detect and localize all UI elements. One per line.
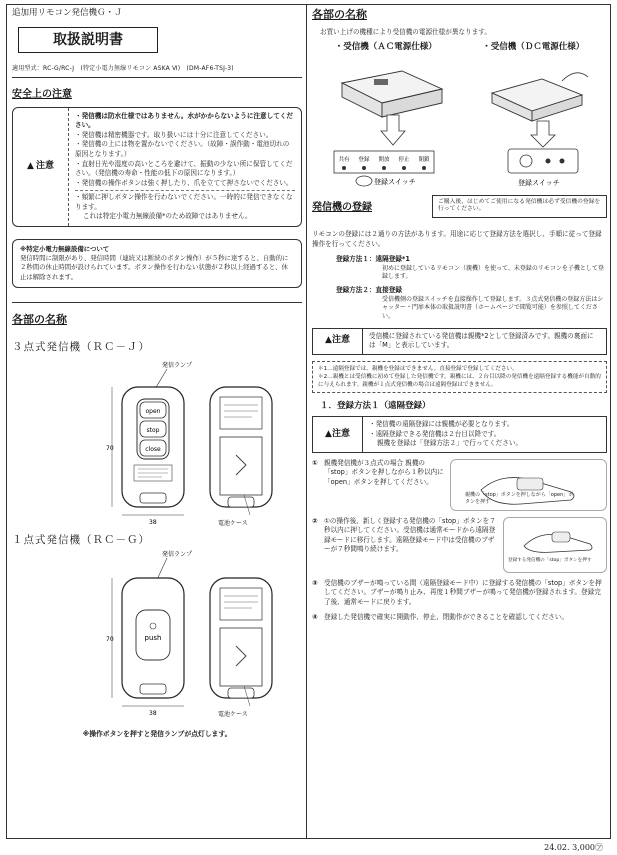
ac-switch-label: 登録 xyxy=(358,156,370,163)
registration-header-row xyxy=(312,195,607,218)
left-column xyxy=(12,8,302,738)
stop-button: stop xyxy=(146,426,160,434)
ac-switch-label: 閉鎖 xyxy=(418,156,430,163)
ac-switch-label: 開放 xyxy=(378,156,390,163)
step-number: ② xyxy=(312,516,318,525)
method1-title: 登録方法１：遠隔登録*1 xyxy=(336,255,410,264)
method2-title: 登録方法２：直接登録 xyxy=(336,285,402,294)
caution-item: ・発信機の遠隔登録には親機が必要となります。 xyxy=(369,420,514,429)
step-2-figure xyxy=(503,517,607,573)
step-2-caption: 登録する発信機の「stop」ボタンを押す xyxy=(508,557,592,563)
close-button: close xyxy=(145,445,161,453)
step-4-text: 登録した発信機で確実に開動作、停止、閉動作ができることを確認してください。 xyxy=(324,613,568,622)
receiver-drawings xyxy=(312,53,607,193)
method1-body: 初めに登録しているリモコン（親機）を使って、未登録のリモコンを子機として登録します。 xyxy=(382,264,604,281)
manual-title: 取扱説明書 xyxy=(18,27,158,53)
parts-heading: 各部の名称 xyxy=(312,8,367,21)
step-4 xyxy=(312,613,607,623)
step-1-caption: 親機の「stop」ボタンを押しながら「open」ボタンを押す xyxy=(465,491,574,505)
rcj-illustration xyxy=(12,355,302,530)
warning-triangle-icon: ▲ xyxy=(325,428,332,439)
safety-item: ・発信機は防水仕様ではありません。水がかからないように注意してください。 xyxy=(75,111,293,130)
print-date: 24.02. 3,000㋐ xyxy=(544,842,603,852)
height-dimension: 70 xyxy=(106,635,114,643)
width-dimension: 38 xyxy=(149,518,157,526)
step-2-text: ①の操作後、新しく登録する発信機の「stop」ボタンを７秒以内に押してください。受信機は通常モードから遠隔登録モードに移行します。遠隔登録モード中は受信機のブザーが７秒間鳴り続けます。 xyxy=(324,516,496,554)
caution-label: 注意 xyxy=(331,428,350,439)
safety-item: これは特定小電力無線設備*のため故障ではありません。 xyxy=(83,212,252,221)
lamp-label: 発信ランプ xyxy=(162,361,193,369)
dc-receiver-label: ・受信機（ＤＣ電源仕様） xyxy=(482,41,585,52)
registration-intro: リモコンの登録には２通りの方法があります。用途に応じて登録方法を選択し、手順に従って登録操作を行ってください。 xyxy=(312,229,602,248)
parts-heading: 各部の名称 xyxy=(12,312,67,326)
rcj-title: ３点式発信機（ＲＣ－Ｊ） xyxy=(12,341,150,354)
receiver-illustration xyxy=(312,53,607,193)
radio-note-heading: ※特定小電力無線設備について xyxy=(20,244,110,253)
receiver-variants xyxy=(312,42,607,53)
height-dimension: 70 xyxy=(106,444,114,452)
step-1-text: 親機発信機が３点式の場合 親機の「stop」ボタンを押しながら１秒以内に「open」ボタンを押してください。 xyxy=(324,458,444,486)
operation-note: ※操作ボタンを押すと発信ランプが点灯します。 xyxy=(82,729,232,738)
battery-case-label: 電池ケース xyxy=(218,519,248,527)
safety-list xyxy=(69,108,301,226)
divider-line xyxy=(12,302,302,303)
registration-switch-label: 登録スイッチ xyxy=(518,178,560,187)
divider-line xyxy=(12,77,302,78)
right-column xyxy=(312,8,607,623)
first-use-note: ご購入後、はじめてご使用になる発信機は必ず受信機の登録を行ってください。 xyxy=(432,195,607,218)
radio-note-box xyxy=(12,239,302,288)
safety-item: ・発信機の上には物を置かないでください。（故障・誤作動・電池切れの原因となります。） xyxy=(75,140,290,159)
ac-receiver-label: ・受信機（ＡＣ電源仕様） xyxy=(334,41,437,52)
footnote: ＊2…親機とは受信機に初めて登録した発信機です。親機には、２台目以降の発信機を遠隔登録する機能が自動的に与えられます。親機が１点式発信機の場合は遠隔登録はできません。 xyxy=(318,373,601,388)
registration-switch-label: 登録スイッチ xyxy=(374,177,416,186)
caution-cell xyxy=(313,329,363,354)
push-button: push xyxy=(144,633,162,642)
width-dimension: 38 xyxy=(149,709,157,717)
rcj-drawing xyxy=(12,355,302,530)
caution-item: 親機を登録は「登録方法２」で行ってください。 xyxy=(377,439,523,448)
hand-pressing-illustration xyxy=(504,518,604,558)
footnotes xyxy=(312,361,607,393)
footnote: ＊1…遠隔登録では、親機を登録はできません。直接登録で登録してください。 xyxy=(318,365,518,372)
ac-switch-label: 共有 xyxy=(338,156,350,163)
step-3 xyxy=(312,579,607,608)
method1-heading: １．登録方法１（遠隔登録） xyxy=(320,401,431,411)
safety-box xyxy=(12,107,302,227)
open-button: open xyxy=(145,407,161,415)
caution-cell xyxy=(13,108,69,226)
receiver-intro: お買い上げの機種により受信機の電源仕様が異なります。 xyxy=(320,28,491,37)
rcg-drawing xyxy=(12,548,302,726)
safety-heading: 安全上の注意 xyxy=(12,88,72,100)
safety-item: ・頻繁に押しボタン操作を行わないでください。一時的に発信できなくなります。 xyxy=(75,190,295,212)
caution-cell xyxy=(313,417,363,452)
warning-triangle-icon: ▲ xyxy=(27,161,34,171)
caution-label: 注意 xyxy=(331,335,350,346)
rcg-illustration xyxy=(12,548,302,726)
method2-body: 受信機側の登録スイッチを直接操作して登録します。３点式発信機の登録方法はシャッター・門扉本体の取扱説明書（ホームページで閲覧可能）を参照してください。 xyxy=(382,295,604,320)
caution-item: ・遠隔登録できる発信機は２台目以降です。 xyxy=(369,429,501,438)
safety-item: ・発信機の操作ボタンは強く押したり、爪を立てて押さないでください。 xyxy=(75,178,293,187)
rcg-title: １点式発信機（ＲＣ－Ｇ） xyxy=(12,533,150,546)
registration-heading: 発信機の登録 xyxy=(312,201,372,213)
ac-switch-label: 停止 xyxy=(398,156,410,163)
step-3-text: 受信機のブザーが鳴っている間（遠隔登録モード中）に登録する発信機の「stop」ボタンを押してください。ブザーが鳴り止み、再度１秒間ブザーが鳴って発信機が登録されます。登録完了後、通常モードに戻ります。 xyxy=(324,578,602,606)
remote-caution-box xyxy=(312,416,607,453)
step-1 xyxy=(312,459,607,511)
safety-item: ・直射日光や湿度の高いところを避けて、振動の少ない所に保管してください。（発信機の寿命・性能の低下の原因になります。） xyxy=(75,159,293,178)
product-header: 追加用リモコン発信機Ｇ・Ｊ xyxy=(12,8,123,18)
step-2 xyxy=(312,517,607,573)
radio-note-body: 発信時間に制限があり、発信時間（連続又は断続のボタン操作）が５秒に達すると、自動的に２秒間の休止時間が設けられています。ボタン操作を行わない状態が２秒以上経過すると、休止は解除されます。 xyxy=(20,254,289,281)
remote-caution-list xyxy=(363,417,606,452)
battery-case-label: 電池ケース xyxy=(218,710,248,718)
safety-item: ・発信機は精密機器です。取り扱いには十分に注意してください。 xyxy=(75,130,273,139)
applicable-models: 適用型式：RC-G/RC-J (特定小電力無線リモコン ASKA Ⅵ) (DM-AF6-TSJ-3) xyxy=(12,65,234,73)
warning-triangle-icon: ▲ xyxy=(325,335,332,346)
step-number: ① xyxy=(312,458,318,467)
step-number: ④ xyxy=(312,613,318,622)
caution-label: 注意 xyxy=(35,161,54,171)
step-number: ③ xyxy=(312,578,318,587)
master-caution-text: 受信機に登録されている発信機は親機*2として登録済みです。親機の裏面には「M」と表示しています。 xyxy=(369,331,594,350)
step-1-figure xyxy=(450,459,607,511)
column-divider xyxy=(306,4,307,839)
lamp-label: 発信ランプ xyxy=(162,550,193,558)
master-caution-box xyxy=(312,328,607,355)
